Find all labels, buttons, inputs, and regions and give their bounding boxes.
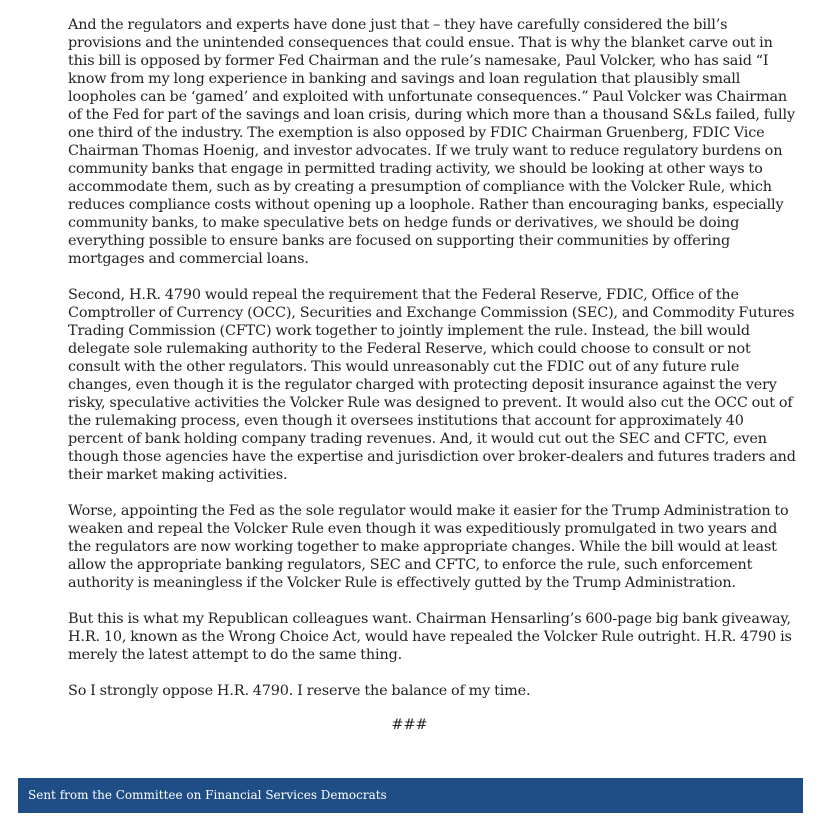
paragraph-regulators-experts: And the regulators and experts have done just that – they have carefully considered the bill’s provisions and the unintended consequences that could ensue. That is why the blanket carve out in this bill is opposed by former Fed Chairman and the rule’s namesake, Paul Volcker, who has said “I know from my long experience in banking and savings and loan regulation that plausibly small loopholes can be ‘gamed’ and exploited with unfortunate consequences.” Paul Volcker was Chairman of the Fed for part of the savings and loan crisis, during which more than a thousand S&Ls failed, fully one third of the industry. The exemption is also opposed by FDIC Chairman Gruenberg, FDIC Vice Chairman Thomas Hoenig, and investor advocates. If we truly want to reduce regulatory burdens on community banks that engage in permitted trading activity, we should be looking at other ways to accommodate them, such as by creating a presumption of compliance with the Volcker Rule, which reduces compliance costs without opening up a loophole. Rather than encouraging banks, especially community banks, to make speculative bets on hedge funds or derivatives, we should be doing everything possible to ensure banks are focused on supporting their communities by offering mortgages and commercial loans. [68, 17, 795, 267]
document-body [68, 16, 802, 718]
paragraph-closing-statement: So I strongly oppose H.R. 4790. I reserve the balance of my time. [68, 683, 531, 699]
end-separator: ### [391, 717, 428, 733]
footer-banner [18, 778, 803, 813]
paragraph-joint-rulemaking: Second, H.R. 4790 would repeal the requirement that the Federal Reserve, FDIC, Office of the Comptroller of Currency (OCC), Securities and Exchange Commission (SEC), and Commodity Futures Trading Commission (CFTC) work together to jointly implement the rule. Instead, the bill would delegate sole rulemaking authority to the Federal Reserve, which could choose to consult or not consult with the other regulators. This would unreasonably cut the FDIC out of any future rule changes, even though it is the regulator charged with protecting deposit insurance against the very risky, speculative activities the Volcker Rule was designed to prevent. It would also cut the OCC out of the rulemaking process, even though it oversees institutions that account for approximately 40 percent of bank holding company trading revenues. And, it would cut out the SEC and CFTC, even though those agencies have the expertise and jurisdiction over broker-dealers and futures traders and their market making activities. [68, 287, 796, 483]
paragraph-fed-sole-regulator: Worse, appointing the Fed as the sole regulator would make it easier for the Trump Administration to weaken and repeal the Volcker Rule even though it was expeditiously promulgated in two years and the regulators are now working together to make appropriate changes. While the bill would at least allow the appropriate banking regulators, SEC and CFTC, to enforce the rule, such enforcement authority is meaningless if the Volcker Rule is effectively gutted by the Trump Administration. [68, 503, 789, 591]
paragraph-republican-colleagues: But this is what my Republican colleagues want. Chairman Hensarling’s 600-page big bank giveaway, H.R. 10, known as the Wrong Choice Act, would have repealed the Volcker Rule outright. H.R. 4790 is merely the latest attempt to do the same thing. [68, 611, 792, 663]
footer-text: Sent from the Committee on Financial Services Democrats [28, 788, 387, 802]
